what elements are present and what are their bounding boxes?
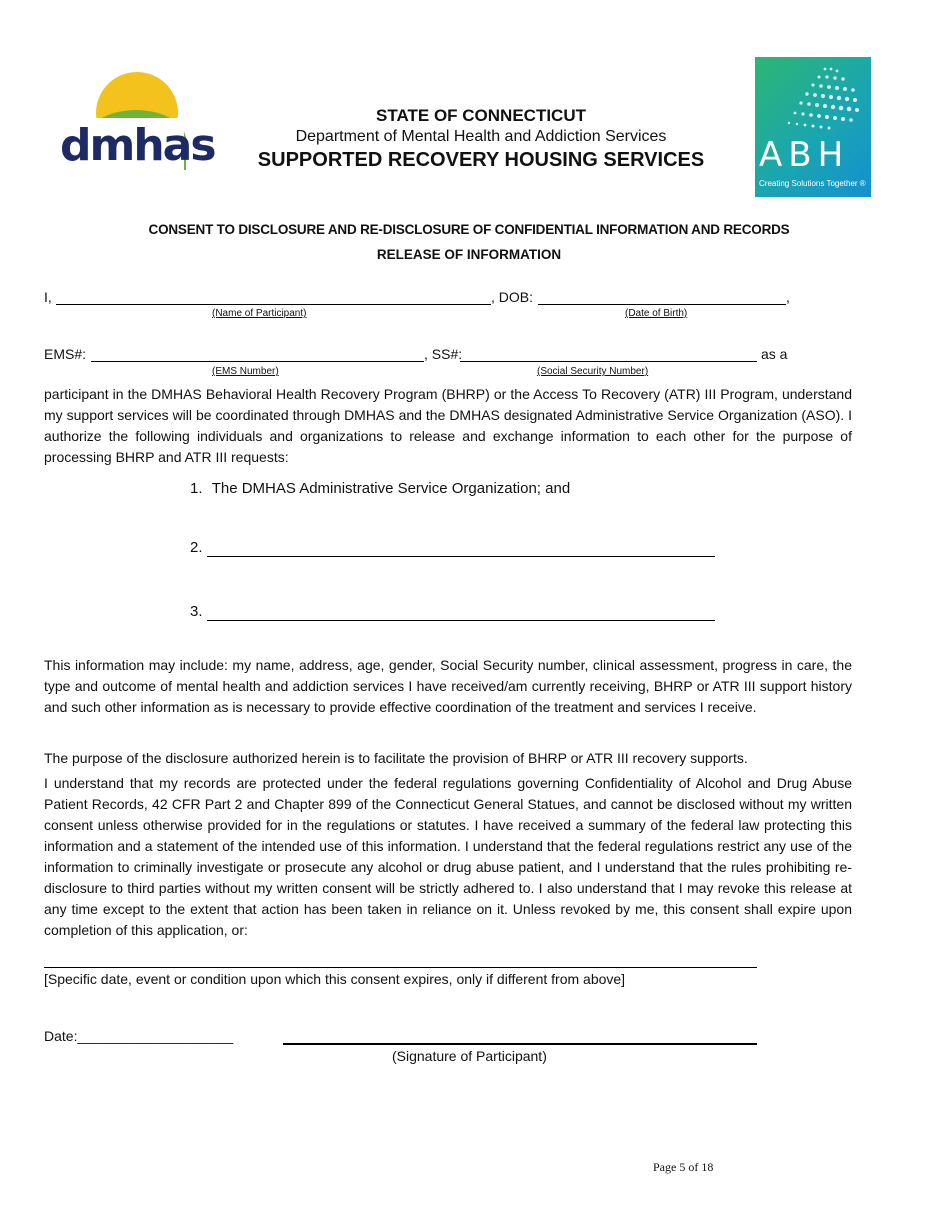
abh-logo <box>755 57 871 197</box>
i-label: I, <box>44 289 52 305</box>
list-item <box>190 603 203 620</box>
dob-caption: (Date of Birth) <box>625 308 688 319</box>
ss-label: , SS#: <box>424 346 463 362</box>
dmhas-logo <box>58 70 215 176</box>
list-number: 3. <box>190 603 203 620</box>
as-a-text: as a <box>761 346 788 362</box>
page-number: Page 5 of 18 <box>653 1160 714 1174</box>
name-caption: (Name of Participant) <box>212 308 307 319</box>
confidentiality-paragraph: I understand that my records are protected under the federal regulations governing Confidentiality of Alcohol and Drug Abuse Patient Records, 42 CFR Part 2 and Chapter 899 of the Connecticut General Statues, and cannot be disclosed without my written consent unless otherwise provided for in the regulations or statutes. I have received a summary of the federal law protecting this information and a statement of the intended use of this information. I understand that the federal regulations restrict any use of the information to criminally investigate or prosecute any alcohol or drug abuse patient, and I understand that the rules prohibiting re-disclosure to third parties without my written consent will be strictly adhered to. I also understand that I may revoke this release at any time except to the extent that action has been taken in reliance on it. Unless revoked by me, this consent shall expire upon completion of this application, or: <box>44 775 852 938</box>
name-field[interactable] <box>56 304 491 305</box>
list-item <box>190 539 203 556</box>
date-field[interactable]: Date:____________________ <box>44 1028 234 1044</box>
info-paragraph: This information may include: my name, address, age, gender, Social Security number, clinical assessment, progress in care, the type and outcome of mental health and addiction services I have received/am currently receiving, BHRP or ATR III support history and such other information as is necessary to provide effective coordination of the treatment and services I receive. <box>44 657 852 715</box>
dob-label: , DOB: <box>491 289 534 305</box>
list-number: 1. <box>190 480 203 497</box>
dots-graphic <box>755 57 871 137</box>
ems-caption: (EMS Number) <box>212 366 279 377</box>
form-subtitle: RELEASE OF INFORMATION <box>376 247 562 262</box>
form-title: CONSENT TO DISCLOSURE AND RE-DISCLOSURE OF CONFIDENTIAL INFORMATION AND RECORDS <box>148 222 790 237</box>
department-heading: Department of Mental Health and Addiction Services <box>295 128 667 145</box>
ss-caption: (Social Security Number) <box>537 366 649 377</box>
abh-tagline: Creating Solutions Together ® <box>759 179 866 188</box>
dob-comma: , <box>786 289 790 305</box>
ems-field[interactable] <box>91 361 424 362</box>
list-number: 2. <box>190 539 203 556</box>
intro-paragraph: participant in the DMHAS Behavioral Health Recovery Program (BHRP) or the Access To Recovery (ATR) III Program, understand my support services will be coordinated through DMHAS and the DMHAS designated Administrative Service Organization (ASO). I authorize the following individuals and organizations to release and exchange information to each other for the purpose of processing BHRP and ATR III requests: <box>44 386 852 465</box>
expiration-caption: [Specific date, event or condition upon which this consent expires, only if different from above] <box>44 971 626 987</box>
dob-field[interactable] <box>538 304 786 305</box>
list-text: The DMHAS Administrative Service Organization; and <box>211 480 571 497</box>
purpose-paragraph: The purpose of the disclosure authorized herein is to facilitate the provision of BHRP or ATR III recovery supports. <box>44 750 748 766</box>
state-heading: STATE OF CONNECTICUT <box>376 106 586 125</box>
expiration-field[interactable] <box>44 967 757 968</box>
abh-logo-text: ABH <box>759 135 850 175</box>
ems-label: EMS#: <box>44 346 87 362</box>
dmhas-logo-text: dmhas <box>60 120 215 171</box>
list-item <box>190 480 570 497</box>
signature-caption: (Signature of Participant) <box>392 1048 547 1064</box>
organization-2-field[interactable] <box>207 556 715 557</box>
ss-field[interactable] <box>460 361 757 362</box>
program-heading: SUPPORTED RECOVERY HOUSING SERVICES <box>257 149 705 171</box>
organization-3-field[interactable] <box>207 620 715 621</box>
signature-field[interactable] <box>283 1043 757 1045</box>
